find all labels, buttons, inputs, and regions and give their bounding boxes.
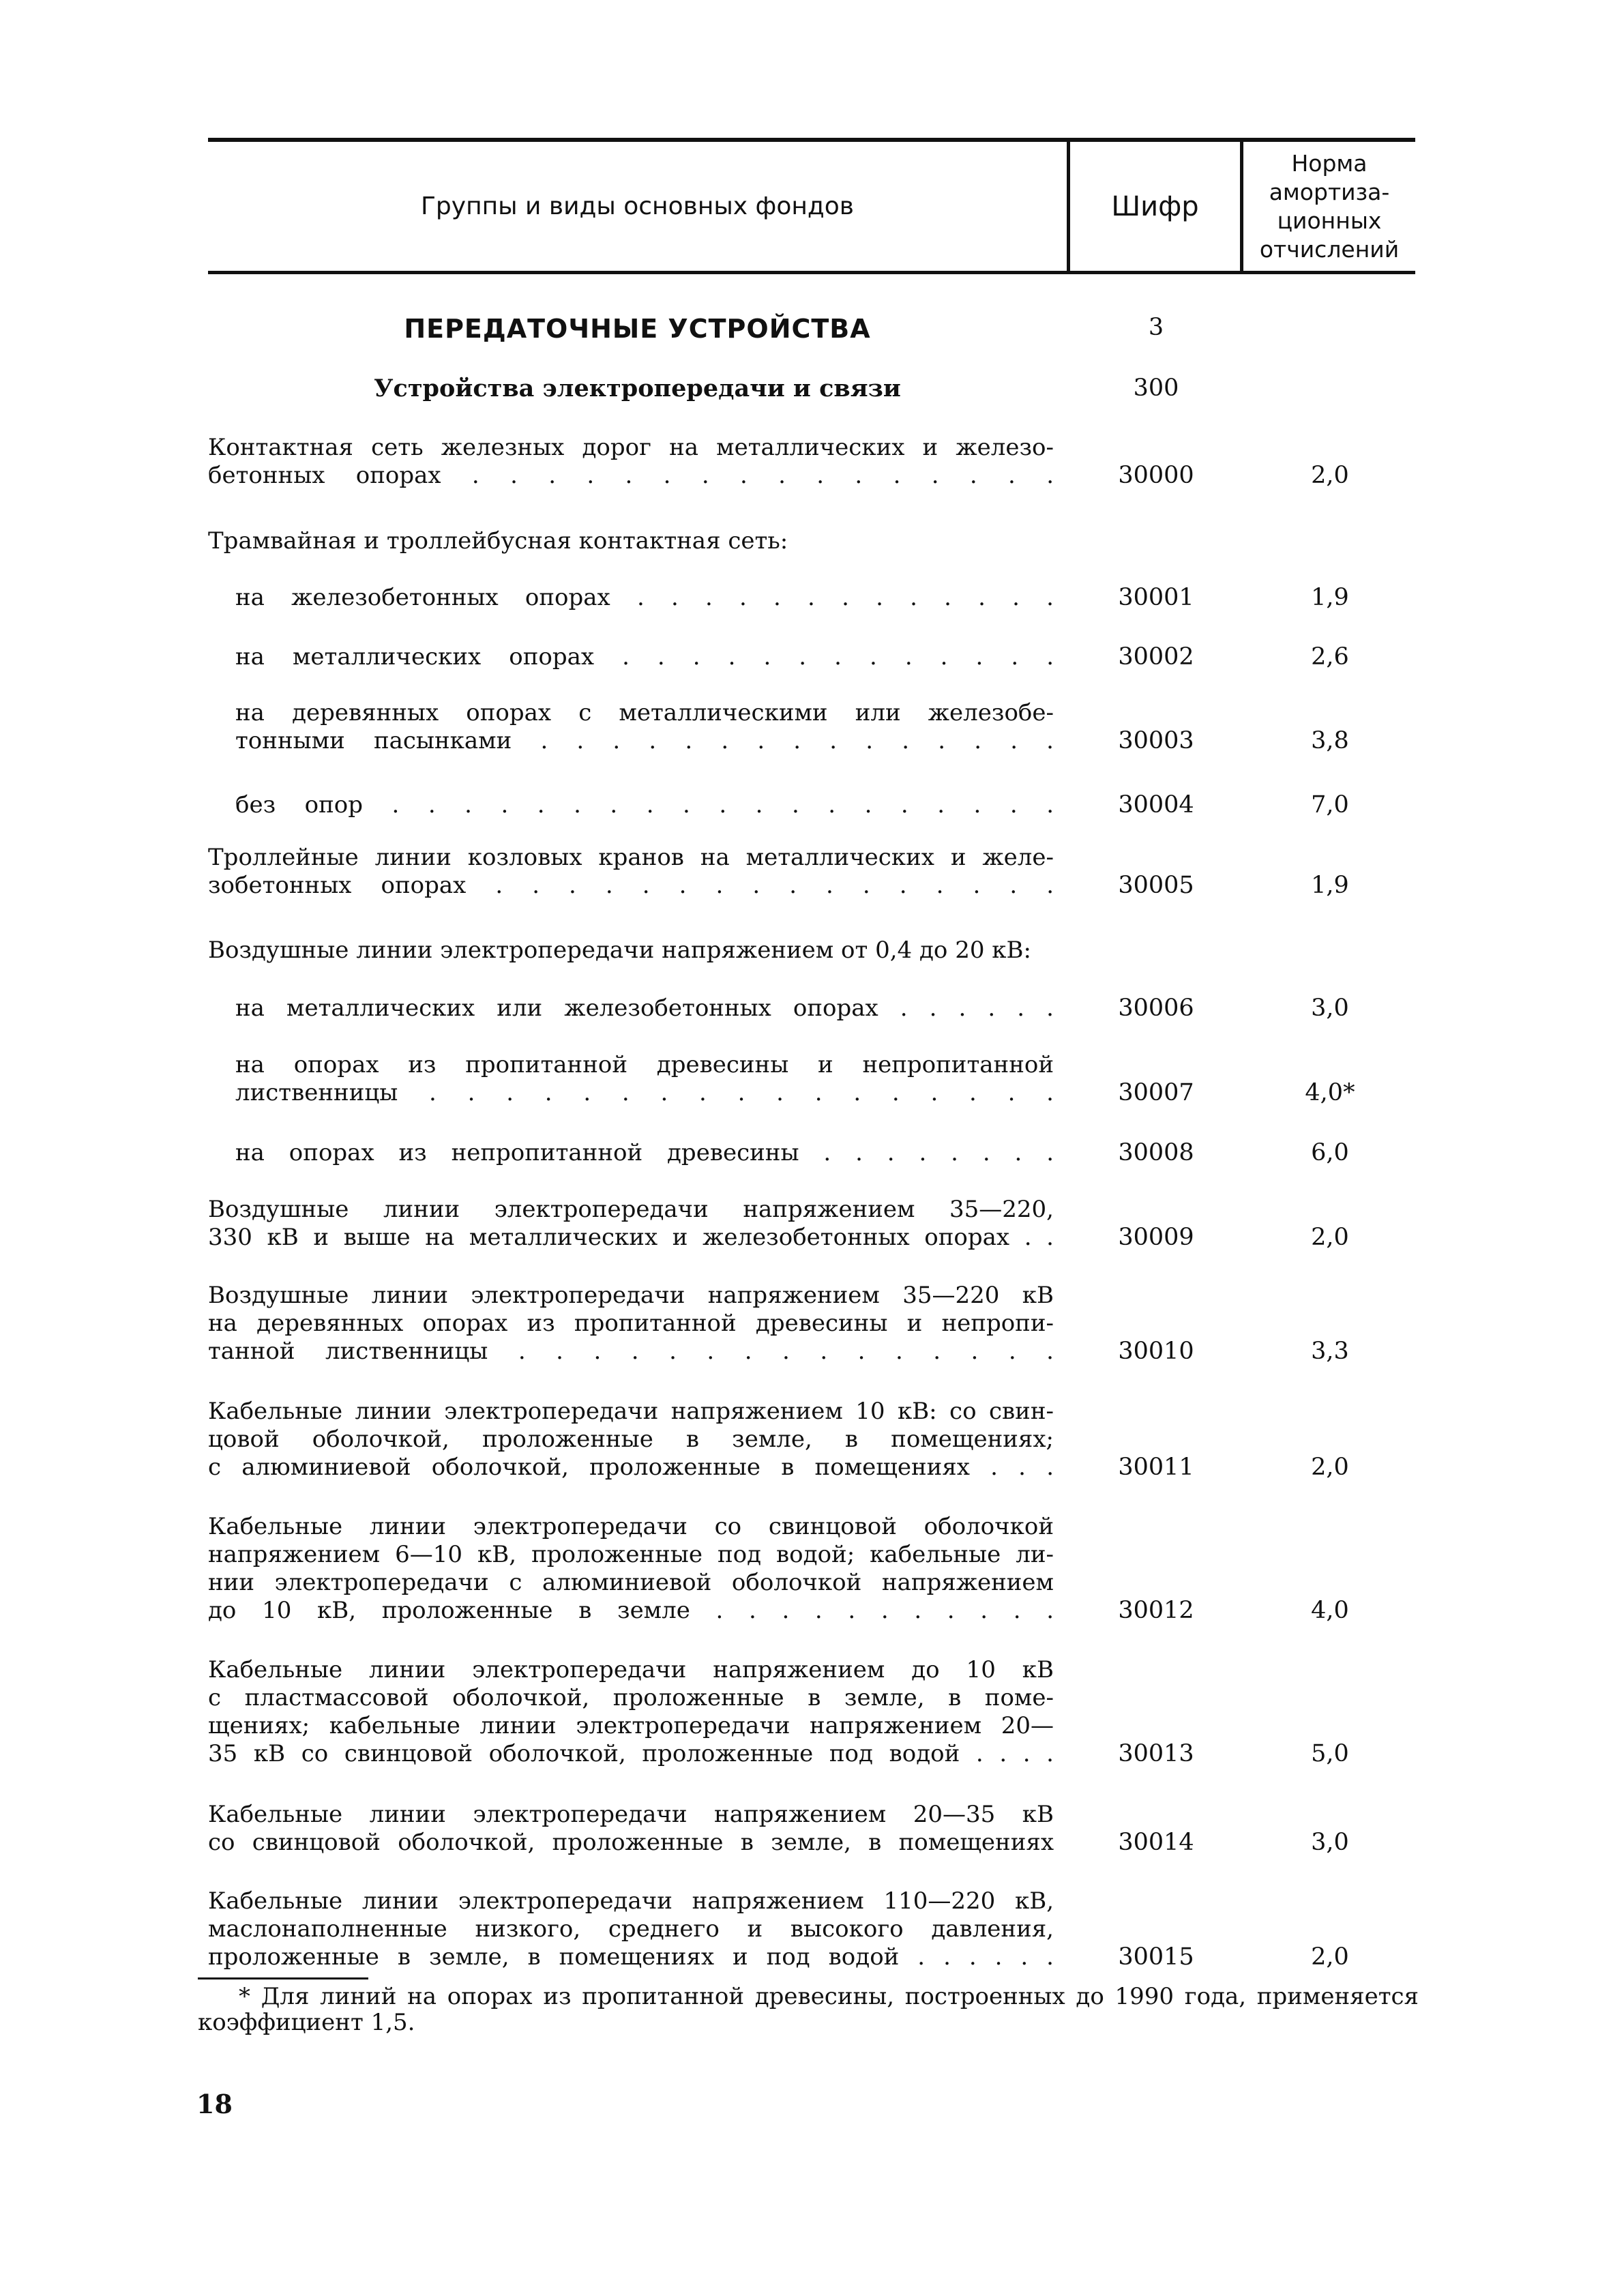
section-subcode: 300 [1133,374,1179,402]
row-norm: 4,0* [1305,1079,1355,1106]
row-description [208,434,1054,490]
row-description [235,791,1054,819]
row-code: 30015 [1118,1943,1194,1971]
row-text-line: бетонных опорах . . . . . . . . . . . . . . . . [208,462,1054,489]
row-text-line: Воздушные линии электропередачи напряжением 35—220, [208,1196,1054,1223]
row-text-line: маслонаполненные низкого, среднего и высокого давления, [208,1915,1054,1943]
row-code: 30009 [1118,1224,1194,1251]
row-text-line: Кабельные линии электропередачи напряжением до 10 кВ [208,1656,1054,1683]
row-description [208,1282,1054,1366]
row-norm: 3,0 [1311,995,1349,1022]
row-code: 30011 [1118,1454,1194,1481]
row-description [208,1398,1054,1482]
row-text-line: Кабельные линии электропередачи со свинцовой оболочкой [208,1513,1054,1540]
row-norm: 2,0 [1311,462,1349,489]
row-text-line: щениях; кабельные линии электропередачи напряжением 20— [208,1712,1054,1739]
row-text-line: лиственницы . . . . . . . . . . . . . . . . . [235,1079,1054,1106]
row-text-line: напряжением 6—10 кВ, проложенные под водой; кабельные ли- [208,1541,1054,1568]
section-subtitle: Устройства электропередачи и связи [374,374,901,402]
row-norm: 2,0 [1311,1943,1349,1971]
row-text-line: на металлических опорах . . . . . . . . . . . . . [235,643,1054,671]
row-code: 30003 [1118,727,1194,754]
row-text-line: с пластмассовой оболочкой, проложенные в земле, в поме- [208,1684,1054,1711]
section-code: 3 [1148,314,1164,341]
row-text-line: нии электропередачи с алюминиевой оболочкой напряжением [208,1569,1054,1596]
row-code: 30004 [1118,791,1194,819]
row-norm: 3,3 [1311,1338,1349,1365]
row-norm: 3,8 [1311,727,1349,754]
header-norm-line: Норма [1291,149,1368,177]
row-norm: 6,0 [1311,1139,1349,1166]
row-text-line: с алюминиевой оболочкой, проложенные в помещениях . . . [208,1454,1054,1481]
row-text-line: со свинцовой оболочкой, проложенные в земле, в помещениях [208,1829,1054,1856]
section-title: ПЕРЕДАТОЧНЫЕ УСТРОЙСТВА [404,314,871,344]
row-text-line: тонными пасынками . . . . . . . . . . . . . . . [235,727,1054,754]
row-text-line: на опорах из непропитанной древесины . . . . . . . . [235,1139,1054,1166]
row-code: 30001 [1118,584,1194,611]
row-description [208,1887,1054,1971]
row-text-line: Контактная сеть железных дорог на металлических и железо- [208,434,1054,461]
row-text-line: танной лиственницы . . . . . . . . . . . . . . . [208,1338,1054,1365]
row-code: 30008 [1118,1139,1194,1166]
row-code: 30013 [1118,1740,1194,1767]
header-norm-line: ционных [1277,207,1382,234]
row-text-line: Трамвайная и троллейбусная контактная сеть: [208,527,788,555]
row-norm: 5,0 [1311,1740,1349,1767]
footnote: * Для линий на опорах из пропитанной древесины, построенных до 1990 года, применяется коэффициент 1,5. [198,1983,1419,2036]
row-text-line: проложенные в земле, в помещениях и под водой . . . . . . [208,1943,1054,1971]
row-text-line: на металлических или железобетонных опорах . . . . . . [235,995,1054,1022]
row-code: 30007 [1118,1079,1194,1106]
row-code: 30000 [1118,462,1194,489]
row-description [208,1656,1054,1768]
row-text-line: на деревянных опорах с металлическими или железобе- [235,699,1054,726]
row-text-line: на железобетонных опорах . . . . . . . . . . . . . [235,584,1054,611]
row-code: 30006 [1118,995,1194,1022]
row-text-line: Кабельные линии электропередачи напряжением 10 кВ: со свин- [208,1398,1054,1425]
row-norm: 2,0 [1311,1454,1349,1481]
row-text-line: без опор . . . . . . . . . . . . . . . . . . . [235,791,1054,819]
row-description [208,1801,1054,1857]
row-norm: 1,9 [1311,584,1349,611]
row-description [235,584,1054,612]
row-description [235,1051,1054,1107]
row-text-line: Троллейные линии козловых кранов на металлических и желе- [208,844,1054,871]
header-norm-line: амортиза- [1269,178,1390,205]
row-text-line: зобетонных опорах . . . . . . . . . . . . . . . . [208,872,1054,899]
row-description [208,1513,1054,1625]
row-description [208,1196,1054,1252]
row-norm: 1,9 [1311,872,1349,899]
row-code: 30012 [1118,1597,1194,1624]
row-description [208,527,1054,555]
header-groups: Группы и виды основных фондов [420,192,855,220]
row-norm: 7,0 [1311,791,1349,819]
row-text-line: 35 кВ со свинцовой оболочкой, проложенные под водой . . . . [208,1740,1054,1767]
header-norm [1243,142,1415,271]
row-code: 30005 [1118,872,1194,899]
row-text-line: Кабельные линии электропередачи напряжением 110—220 кВ, [208,1887,1054,1915]
row-code: 30010 [1118,1338,1194,1365]
row-text-line: до 10 кВ, проложенные в земле . . . . . . . . . . . [208,1597,1054,1624]
row-text-line: на деревянных опорах из пропитанной древесины и непропи- [208,1310,1054,1337]
header-norm-line: отчислений [1259,235,1400,263]
row-description [235,1139,1054,1167]
page-number: 18 [196,2089,233,2119]
row-text-line: цовой оболочкой, проложенные в земле, в помещениях; [208,1426,1054,1453]
row-description [235,643,1054,671]
header-bottom-rule [208,271,1415,274]
footnote-rule [198,1977,368,1979]
row-description [208,844,1054,900]
row-text-line: Кабельные линии электропередачи напряжением 20—35 кВ [208,1801,1054,1828]
row-text-line: Воздушные линии электропередачи напряжением 35—220 кВ [208,1282,1054,1309]
row-description [208,937,1054,965]
row-text-line: Воздушные линии электропередачи напряжением от 0,4 до 20 кВ: [208,937,1031,964]
row-description [235,995,1054,1022]
row-text-line: 330 кВ и выше на металлических и железобетонных опорах . . [208,1224,1054,1251]
row-norm: 2,6 [1311,643,1349,671]
row-norm: 4,0 [1311,1597,1349,1624]
row-norm: 2,0 [1311,1224,1349,1251]
row-description [235,699,1054,755]
header-code: Шифр [1111,190,1199,222]
row-code: 30014 [1118,1829,1194,1856]
row-norm: 3,0 [1311,1829,1349,1856]
row-text-line: на опорах из пропитанной древесины и непропитанной [235,1051,1054,1078]
row-code: 30002 [1118,643,1194,671]
